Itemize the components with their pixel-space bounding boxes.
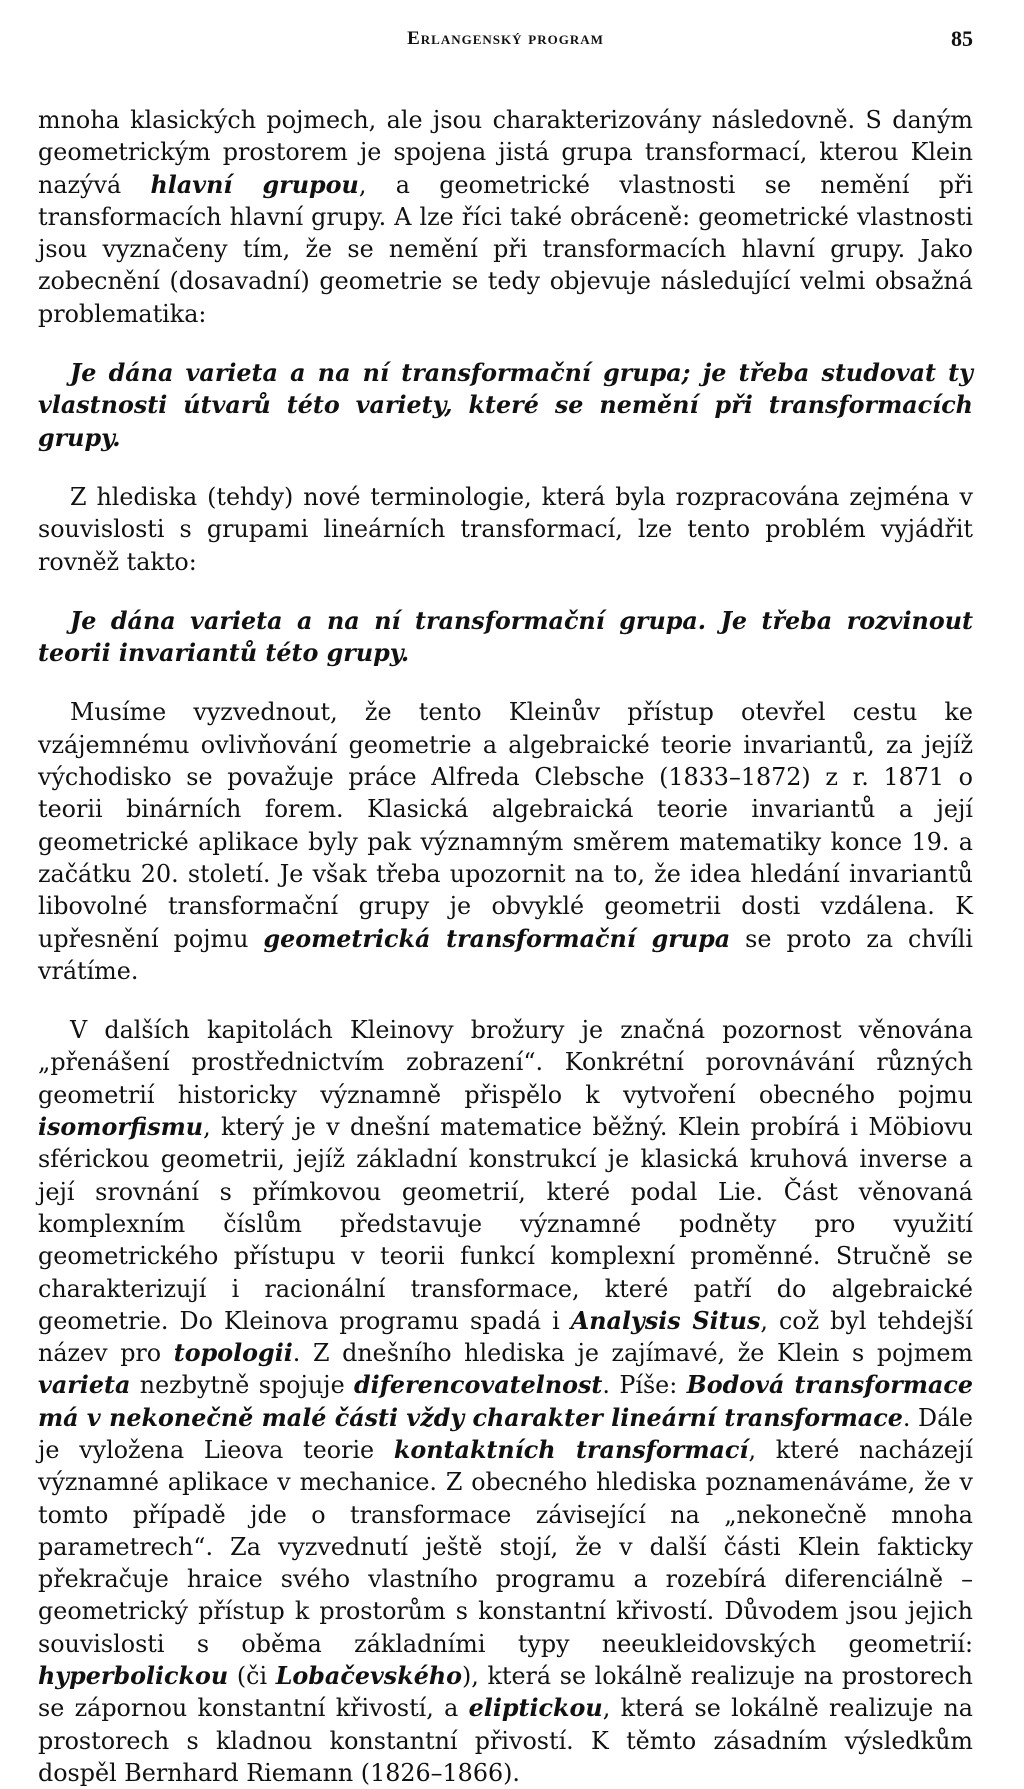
text-run: , který je v dnešní matematice běžný. Klein probírá i Möbiovu sférickou geometrii, jejíž základní konstrukcí je klasická kruhová inverse a její srovnání s přímkovou geometrií, které podal Lie. Část věnovaná komplexním číslům představuje významné podněty pro využití geometrického přístupu v teorii funkcí komplexní proměnné. Stručně se charakterizují i racionální transformace, které patří do algebraické geometrie. Do Kleinova programu spadá i [38, 1113, 973, 1335]
chapter-title: Erlangenský program [407, 28, 604, 49]
text-run: V dalších kapitolách Kleinovy brožury je značná pozornost věnována „přenášení prostřednictvím zobrazení“. Konkrétní porovnávání různých geometrií historicky významně přispělo k vytvoření obecného pojmu [38, 1016, 973, 1109]
paragraph-p5 [38, 696, 973, 987]
text-run: (či [228, 1662, 276, 1691]
emphasis-text: varieta [38, 1371, 131, 1400]
body-text [38, 104, 973, 1789]
emphasis-text: Lobačevského [275, 1662, 463, 1691]
text-run: ), která se lokálně realizuje na prostorech se zápornou konstantní křivostí, a [38, 1662, 973, 1723]
text-run: . Píše: [602, 1371, 687, 1400]
paragraph-p6 [38, 1014, 973, 1789]
emphasis-text: Bodová transformace má v nekonečně malé části vždy charakter lineární transformace [38, 1371, 973, 1432]
emphasis-text: hlavní grupou [150, 170, 359, 199]
running-head [38, 20, 973, 60]
text-run: nezbytně spojuje [130, 1371, 355, 1400]
emphasis-text: kontaktních transformací [393, 1435, 749, 1464]
text-run: se proto za chvíli vrátíme. [38, 924, 973, 985]
book-page [38, 20, 973, 1787]
emphasis-text: diferencovatelnost [354, 1371, 603, 1400]
text-run: . Dále je vyložena Lieova teorie [38, 1403, 973, 1464]
paragraph-p1 [38, 104, 973, 330]
paragraph-p2 [38, 357, 973, 454]
paragraph-p4 [38, 605, 973, 670]
emphasis-text: topologii [173, 1339, 293, 1368]
text-run: Z hlediska (tehdy) nové terminologie, která byla rozpracována zejména v souvislosti s grupami lineárních transformací, lze tento problém vyjádřit rovněž takto: [38, 482, 973, 576]
paragraph-p3 [38, 481, 973, 578]
emphasis-text: isomorfismu [38, 1113, 204, 1142]
text-run: , která se lokálně realizuje na prostorech s kladnou konstantní přivostí. K těmto zásadním výsledkům dospěl Bernhard Riemann (1826–1866). [38, 1694, 973, 1787]
emphasis-text: hyperbolickou [38, 1662, 229, 1691]
text-run: mnoha klasických pojmech, ale jsou charakterizovány následovně. S daným geometrickým prostorem je spojena jistá grupa transformací, kterou Klein nazývá [38, 106, 973, 199]
emphasis-text: Je dána varieta a na ní transformační grupa. Je třeba rozvinout teorii invariantů této grupy. [38, 606, 973, 668]
text-run: , což byl tehdejší název pro [38, 1306, 973, 1368]
emphasis-text: Je dána varieta a na ní transformační grupa; je třeba studovat ty vlastnosti útvarů této variety, které se nemění při transformacích grupy. [38, 359, 973, 452]
text-run: , a geometrické vlastnosti se nemění při transformacích hlavní grupy. A lze říci také obráceně: geometrické vlastnosti jsou vyznačeny tím, že se nemění při transformacích hlavní grupy. Jako zobecnění (dosavadní) geometrie se tedy objevuje následující velmi obsažná problematika: [38, 170, 973, 328]
emphasis-text: Analysis Situs [570, 1306, 761, 1335]
emphasis-text: geometrická transformační grupa [263, 924, 731, 953]
page-number: 85 [951, 26, 973, 51]
emphasis-text: eliptickou [468, 1694, 603, 1723]
text-run: , které nacházejí významné aplikace v mechanice. Z obecného hlediska poznamenáváme, že v tomto případě jde o transformace závisející na „nekonečně mnoha parametrech“. Za vyzvednutí ještě stojí, že v další části Klein fakticky překračuje hraice svého vlastního programu a rozebírá diferenciálně – geometrický přístup k prostorům s konstantní křivostí. Důvodem jsou jejich souvislosti s oběma základními typy neeukleidovských geometrií: [38, 1435, 973, 1658]
text-run: . Z dnešního hlediska je zajímavé, že Klein s pojmem [292, 1339, 973, 1368]
text-run: Musíme vyzvednout, že tento Kleinův přístup otevřel cestu ke vzájemnému ovlivňování geometrie a algebraické teorie invariantů, za jejíž východisko se považuje práce Alfreda Clebsche (1833–1872) z r. 1871 o teorii binárních forem. Klasická algebraická teorie invariantů a její geometrické aplikace byly pak významným směrem matematiky konce 19. a začátku 20. století. Je však třeba upozornit na to, že idea hledání invariantů libovolné transformační grupy je obvyklé geometrii dosti vzdálena. K upřesnění pojmu [38, 698, 973, 953]
